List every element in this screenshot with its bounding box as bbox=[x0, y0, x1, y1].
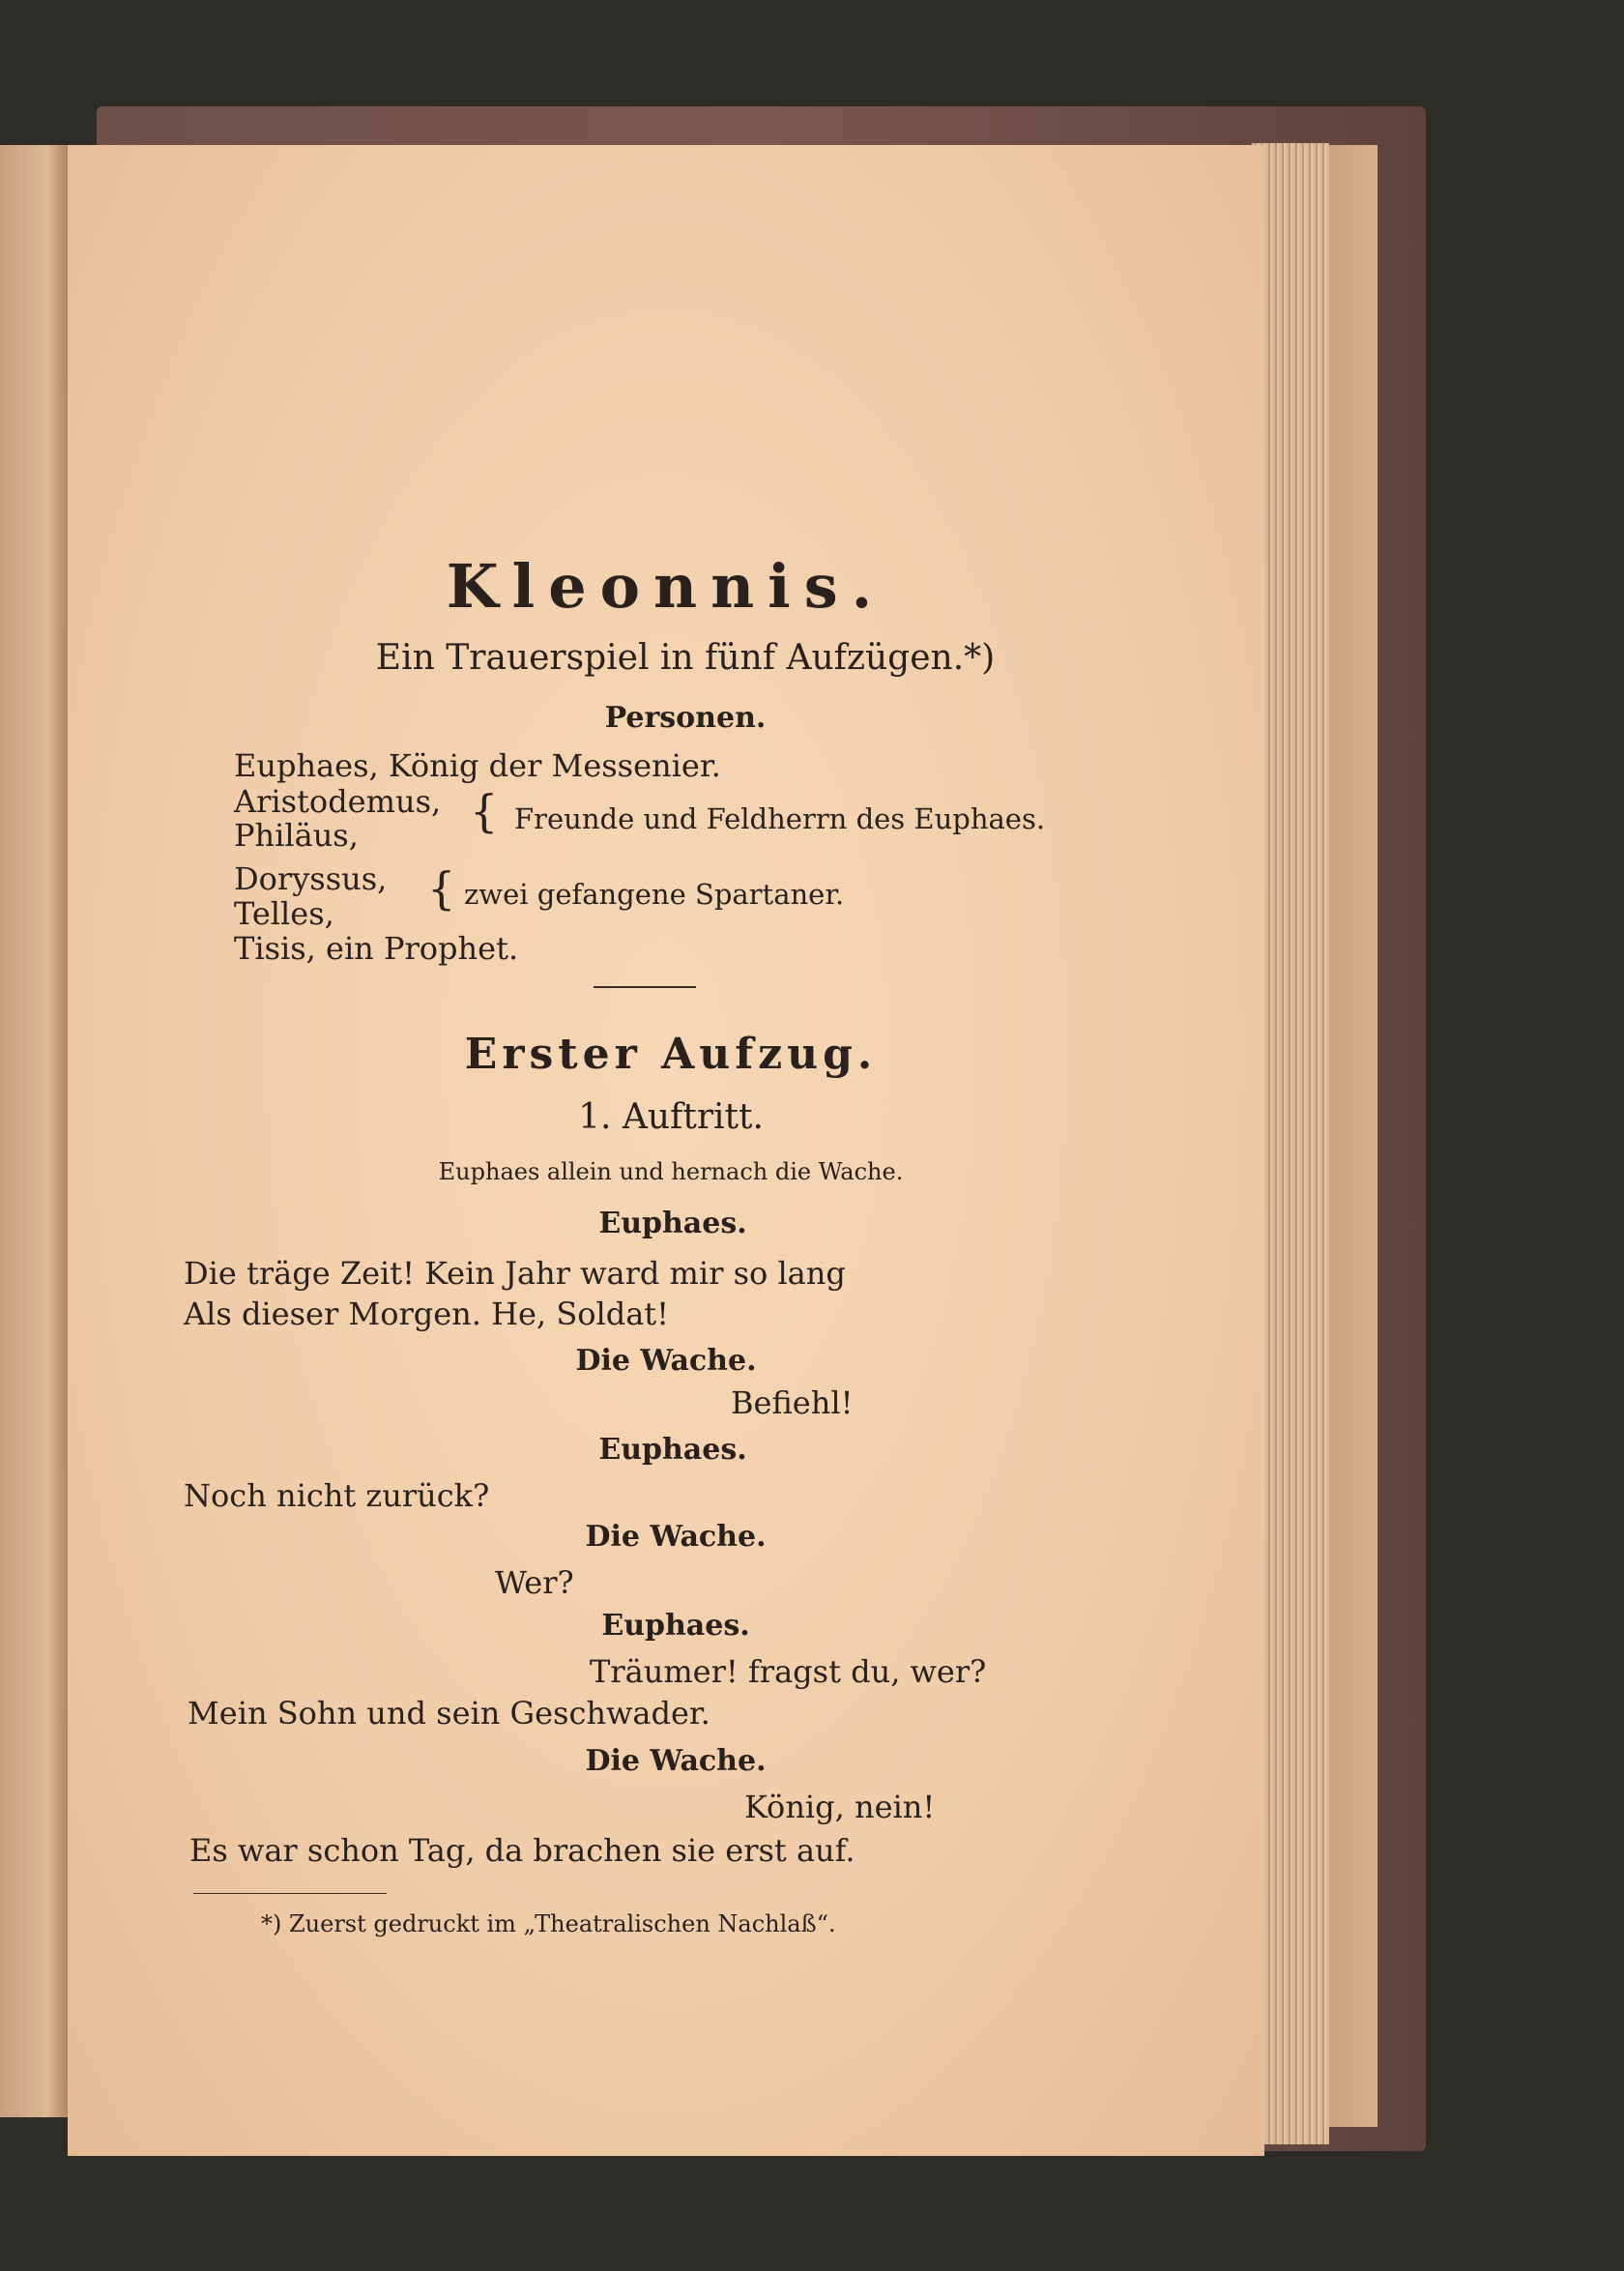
play-subtitle: Ein Trauerspiel in fünf Aufzügen.*) bbox=[375, 638, 996, 678]
page-stack-right bbox=[1324, 145, 1378, 2127]
speaker-label: Euphaes. bbox=[601, 1609, 750, 1643]
verse-line: Wer? bbox=[495, 1564, 574, 1601]
scene-heading: 1. Auftritt. bbox=[578, 1097, 764, 1137]
section-divider bbox=[594, 986, 696, 988]
verse-line: König, nein! bbox=[744, 1789, 936, 1825]
book-page bbox=[68, 145, 1264, 2156]
cast-tisis: Tisis, ein Prophet. bbox=[234, 930, 519, 967]
play-title: Kleonnis. bbox=[446, 551, 886, 622]
speaker-label: Euphaes. bbox=[598, 1433, 747, 1467]
speaker-label: Die Wache. bbox=[575, 1344, 757, 1378]
left-page-edge bbox=[0, 145, 68, 2117]
cast-doryssus: Doryssus, bbox=[234, 860, 388, 897]
footnote: *) Zuerst gedruckt im „Theatralischen Nachlaß“. bbox=[261, 1910, 836, 1937]
verse-line: Mein Sohn und sein Geschwader. bbox=[188, 1695, 710, 1732]
personen-heading: Personen. bbox=[604, 701, 767, 735]
cast-telles: Telles, bbox=[234, 895, 334, 932]
brace-icon: { bbox=[470, 785, 499, 837]
verse-line: Als dieser Morgen. He, Soldat! bbox=[184, 1296, 670, 1332]
verse-line: Träumer! fragst du, wer? bbox=[590, 1653, 987, 1690]
cast-aristodemus: Aristodemus, bbox=[234, 783, 442, 820]
cast-philaeus: Philäus, bbox=[234, 817, 359, 854]
verse-line: Befiehl! bbox=[731, 1384, 854, 1421]
brace-icon: { bbox=[427, 862, 456, 915]
cast-friends-desc: Freunde und Feldherrn des Euphaes. bbox=[514, 802, 1046, 835]
act-heading: Erster Aufzug. bbox=[464, 1030, 878, 1079]
footnote-rule bbox=[193, 1893, 387, 1894]
speaker-label: Die Wache. bbox=[585, 1744, 767, 1778]
speaker-label: Euphaes. bbox=[598, 1207, 747, 1240]
verse-line: Noch nicht zurück? bbox=[184, 1477, 490, 1514]
cast-euphaes: Euphaes, König der Messenier. bbox=[234, 747, 721, 784]
speaker-label: Die Wache. bbox=[585, 1520, 767, 1554]
stage-direction: Euphaes allein und hernach die Wache. bbox=[438, 1158, 904, 1185]
cast-spartans-desc: zwei gefangene Spartaner. bbox=[464, 878, 845, 911]
verse-line: Es war schon Tag, da brachen sie erst auf. bbox=[189, 1832, 856, 1869]
verse-line: Die träge Zeit! Kein Jahr ward mir so lang bbox=[184, 1255, 846, 1292]
